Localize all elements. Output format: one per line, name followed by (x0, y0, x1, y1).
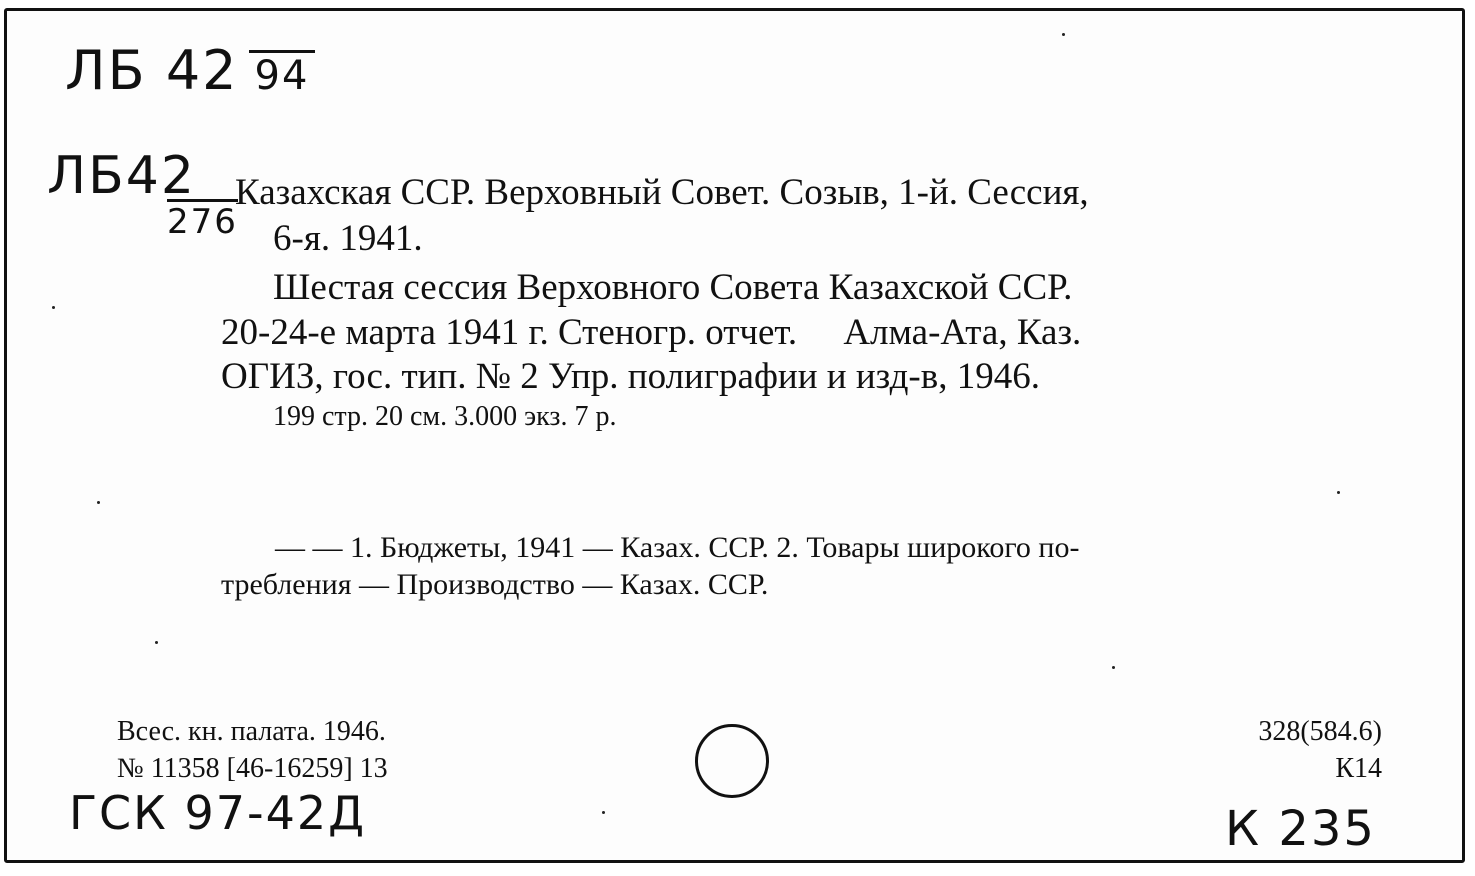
scan-speck (155, 641, 158, 644)
heading-line-1: Казахская ССР. Верховный Совет. Созыв, 1-й. Сессия, (235, 172, 1089, 213)
handwritten-bottom-left-number: ГСК 97-42Д (69, 786, 367, 840)
title-line-3: ОГИЗ, гос. тип. № 2 Упр. полиграфии и изд-в, 1946. (221, 356, 1040, 397)
title-line-1: Шестая сессия Верховного Совета Казахской ССР. (273, 267, 1073, 308)
call-number-main: ЛБ 42 (65, 39, 239, 102)
handwritten-call-number-top (65, 39, 315, 102)
classification-line-1: 328(584.6) (1258, 716, 1382, 747)
scan-speck (602, 811, 605, 814)
handwritten-bottom-right-number: К 235 (1225, 801, 1376, 857)
scan-speck (52, 306, 55, 309)
subjects-line-1: — — 1. Бюджеты, 1941 — Казах. ССР. 2. Товары широкого по- (275, 531, 1080, 564)
classification-line-2: К14 (1335, 753, 1382, 784)
title-line-2: 20-24-е марта 1941 г. Стеногр. отчет. Алма-Ата, Каз. (221, 312, 1082, 353)
handwritten-call-number-second-sub: 276 (167, 199, 238, 242)
card-punch-hole (695, 724, 769, 798)
call-number-sup: 94 (249, 50, 316, 99)
scan-speck (1062, 33, 1065, 36)
subjects-line-2: требления — Производство — Казах. ССР. (221, 568, 769, 601)
scan-speck (1112, 666, 1115, 669)
book-chamber-line-1: Всес. кн. палата. 1946. (117, 716, 386, 747)
catalog-card (4, 8, 1465, 863)
scan-speck (1337, 491, 1340, 494)
collation: 199 стр. 20 см. 3.000 экз. 7 р. (273, 401, 617, 432)
heading-line-2: 6-я. 1941. (273, 218, 423, 259)
handwritten-call-number-second (47, 146, 196, 206)
scan-speck (97, 501, 100, 504)
book-chamber-line-2: № 11358 [46-16259] 13 (117, 753, 388, 784)
call-number-main: ЛБ42 (47, 146, 196, 206)
